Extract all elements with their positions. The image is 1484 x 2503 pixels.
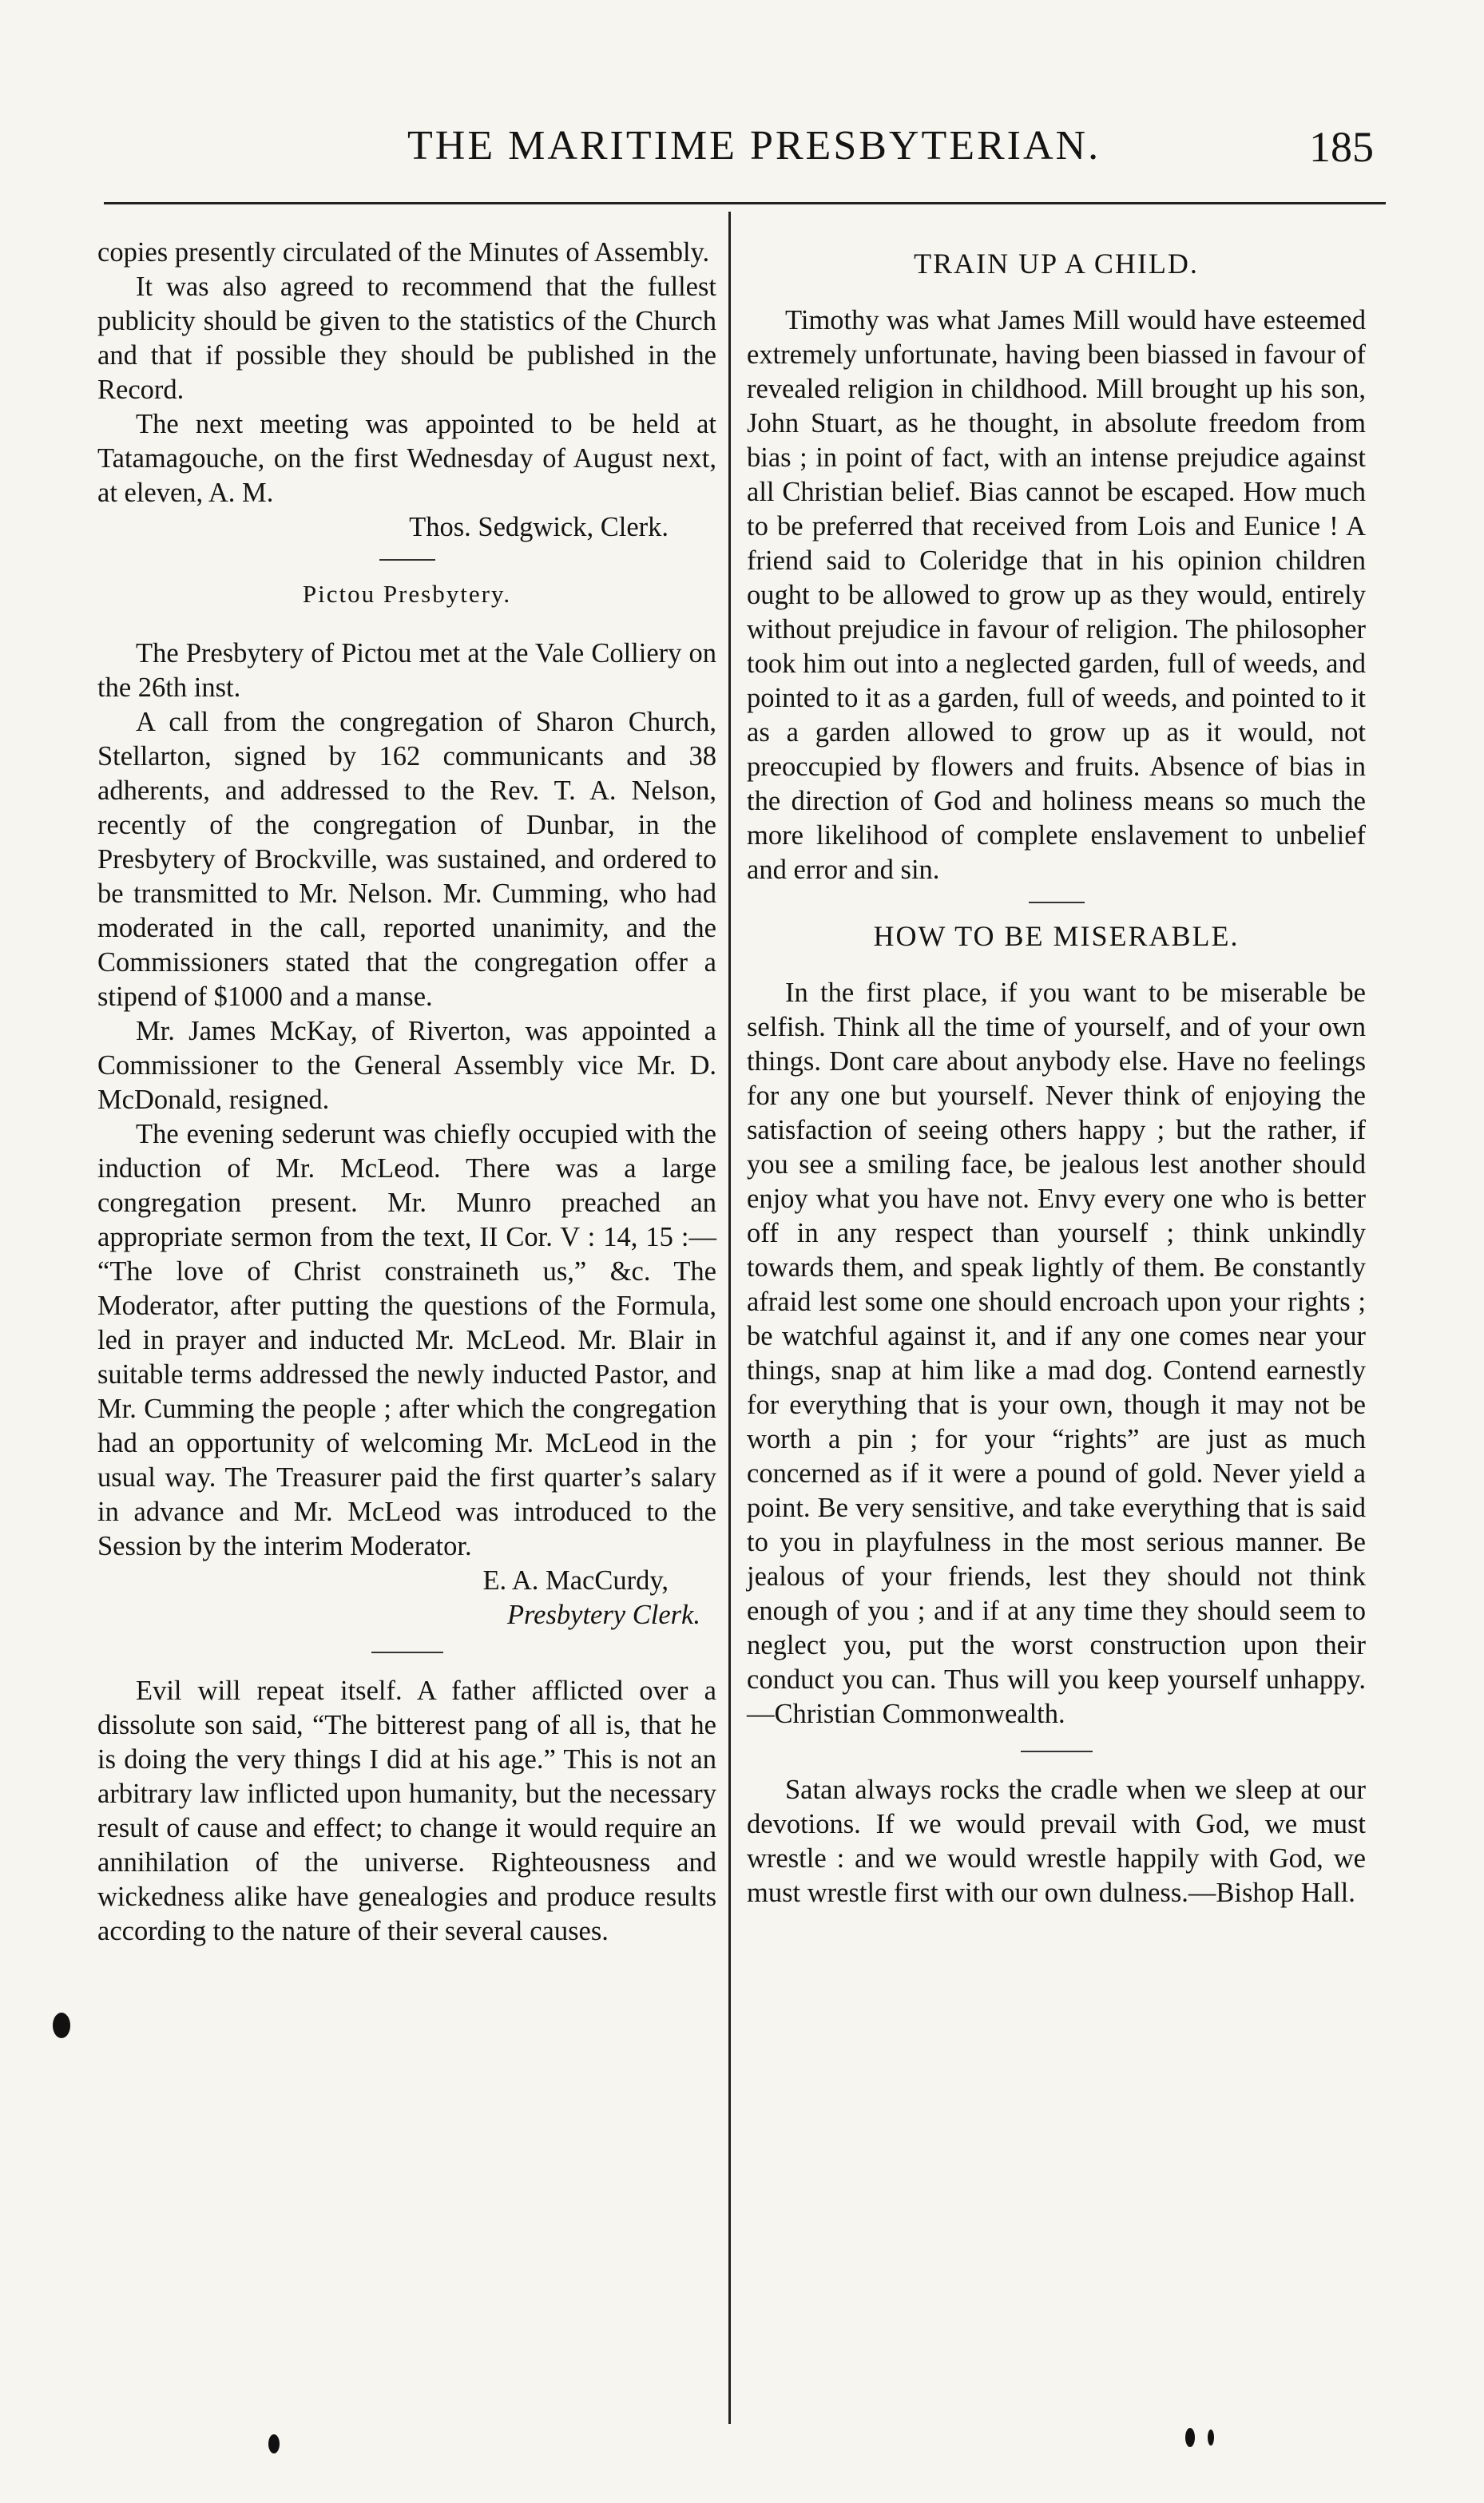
paragraph-miserable: In the first place, if you want to be miserable be selfish. Think all the time of yourself, and of your own things. Dont care about anybody else. Have no feelings for any one but yourself. Never think of enjoying the satisfaction of seeing others happy ; but the rather, if you see a smiling face, be jealous lest another should enjoy what you have not. Envy every one who is better off in any respect than yourself ; think unkindly towards them, and speak lightly of them. Be constantly afraid lest some one should encroach upon your rights ; be watchful against it, and if any one comes near your things, snap at him like a mad dog. Contend earnestly for everything that is your own, though it may not be worth a pin ; for your “rights” are just as much concerned as if it were a pound of gold. Never yield a point. Be very sensitive, and take everything that is said to you in playfulness in the most serious manner. Be jealous of your friends, lest they should not think enough of you ; and if at any time they should seem to neglect you, put the worst construction upon their conduct you can. Thus will you keep yourself unhappy.—Christian Commonwealth. [747,978,1366,1729]
heading-how-to-be-miserable: HOW TO BE MISERABLE. [873,920,1240,952]
paragraph-induction: The evening sederunt was chiefly occupied with the induction of Mr. McLeod. There was a large congregation present. Mr. Munro preached an appropriate sermon from the text, II Cor. V : 14, 15 :— “The love of Christ constraineth us,” &c. The Moderator, after putting the questions of the Formula, led in prayer and inducted Mr. McLeod. Mr. Blair in suitable terms addressed the newly inducted Pastor, and Mr. Cumming the people ; after which the congregation had an opportunity of welcoming Mr. McLeod in the usual way. The Treasurer paid the first quarter’s salary in advance and Mr. McLeod was introduced to the Session by the interim Moderator. [97,1119,716,1561]
separator-dash [379,559,435,561]
ink-blot [268,2434,280,2453]
paragraph-commissioner: Mr. James McKay, of Riverton, was appointed a Commissioner to the General Assembly vice Mr. D. McDonald, resigned. [97,1016,716,1115]
paragraph-publicity: It was also agreed to recommend that the fullest publicity should be given to the statistics of the Church and that if possible they should be published in the Record. [97,272,716,405]
paragraph-train-up-child: Timothy was what James Mill would have esteemed extremely unfortunate, having been biassed in favour of revealed religion in childhood. Mill brought up his son, John Stuart, as he thought, in absolute freedom from bias ; in point of fact, with an intense prejudice against all Christian belief. Bias cannot be escaped. How much to be preferred that received from Lois and Eunice ! A friend said to Coleridge that in his opinion children ought to be allowed to grow up as they would, entirely without prejudice in favour of religion. The philosopher took him out into a neglected garden, full of weeds, and pointed to it as a garden, full of weeds, and pointed to it as a garden allowed to grow up as it would, not preoccupied by flowers and fruits. Absence of bias in the direction of God and holiness means so much the more likelihood of complete enslavement to unbelief and error and sin. [747,305,1366,885]
header-rule [104,202,1386,204]
page-number: 185 [1309,123,1374,171]
ink-blot [53,2013,70,2038]
separator-dash [1029,902,1085,903]
ink-blot [1185,2428,1195,2447]
left-column [97,236,716,1949]
right-column [747,236,1366,1910]
paragraph-sharon-call: A call from the congregation of Sharon Church, Stellarton, signed by 162 communicants and 38 adherents, and addressed to the Rev. T. A. Nelson, recently of the congregation of Dunbar, in the Presbytery of Brockville, was sustained, and ordered to be transmitted to Mr. Nelson. Mr. Cumming, who had moderated in the call, reported unanimity, and the Commissioners stated that the congregation offer a stipend of $1000 and a manse. [97,707,716,1012]
separator-dash [371,1652,443,1653]
page-header [104,116,1390,188]
paragraph-satan: Satan always rocks the cradle when we sleep at our devotions. If we would prevail with God, we must wrestle : and we would wrestle happily with God, we must wrestle first with our own dulness.—Bishop Hall. [747,1775,1366,1908]
heading-train-up-child: TRAIN UP A CHILD. [914,248,1199,280]
ink-blot [1208,2430,1214,2445]
separator-dash [1021,1751,1093,1752]
signature-maccurdy-name: E. A. MacCurdy, [482,1565,669,1596]
paragraph-evil-repeat: Evil will repeat itself. A father afflicted over a dissolute son said, “The bitterest pang of all is, that he is doing the very things I did at his age.” This is not an arbitrary law inflicted upon humanity, but the necessary result of cause and effect; to change it would require an annihilation of the universe. Righteousness and wickedness alike have genealogies and produce results according to the nature of their several causes. [97,1676,716,1946]
signature-maccurdy-title: Presbytery Clerk. [506,1600,700,1630]
column-divider [728,212,731,2424]
signature-sedgwick: Thos. Sedgwick, Clerk. [409,512,669,542]
paragraph-pictou-meeting: The Presbytery of Pictou met at the Vale Colliery on the 26th inst. [97,638,716,703]
running-title: THE MARITIME PRESBYTERIAN. [407,123,1101,169]
paragraph-next-meeting: The next meeting was appointed to be held at Tatamagouche, on the first Wednesday of August next, at eleven, A. M. [97,409,716,508]
section-heading-pictou: Pictou Presbytery. [302,580,512,608]
paragraph-minutes: copies presently circulated of the Minutes of Assembly. [97,237,710,268]
